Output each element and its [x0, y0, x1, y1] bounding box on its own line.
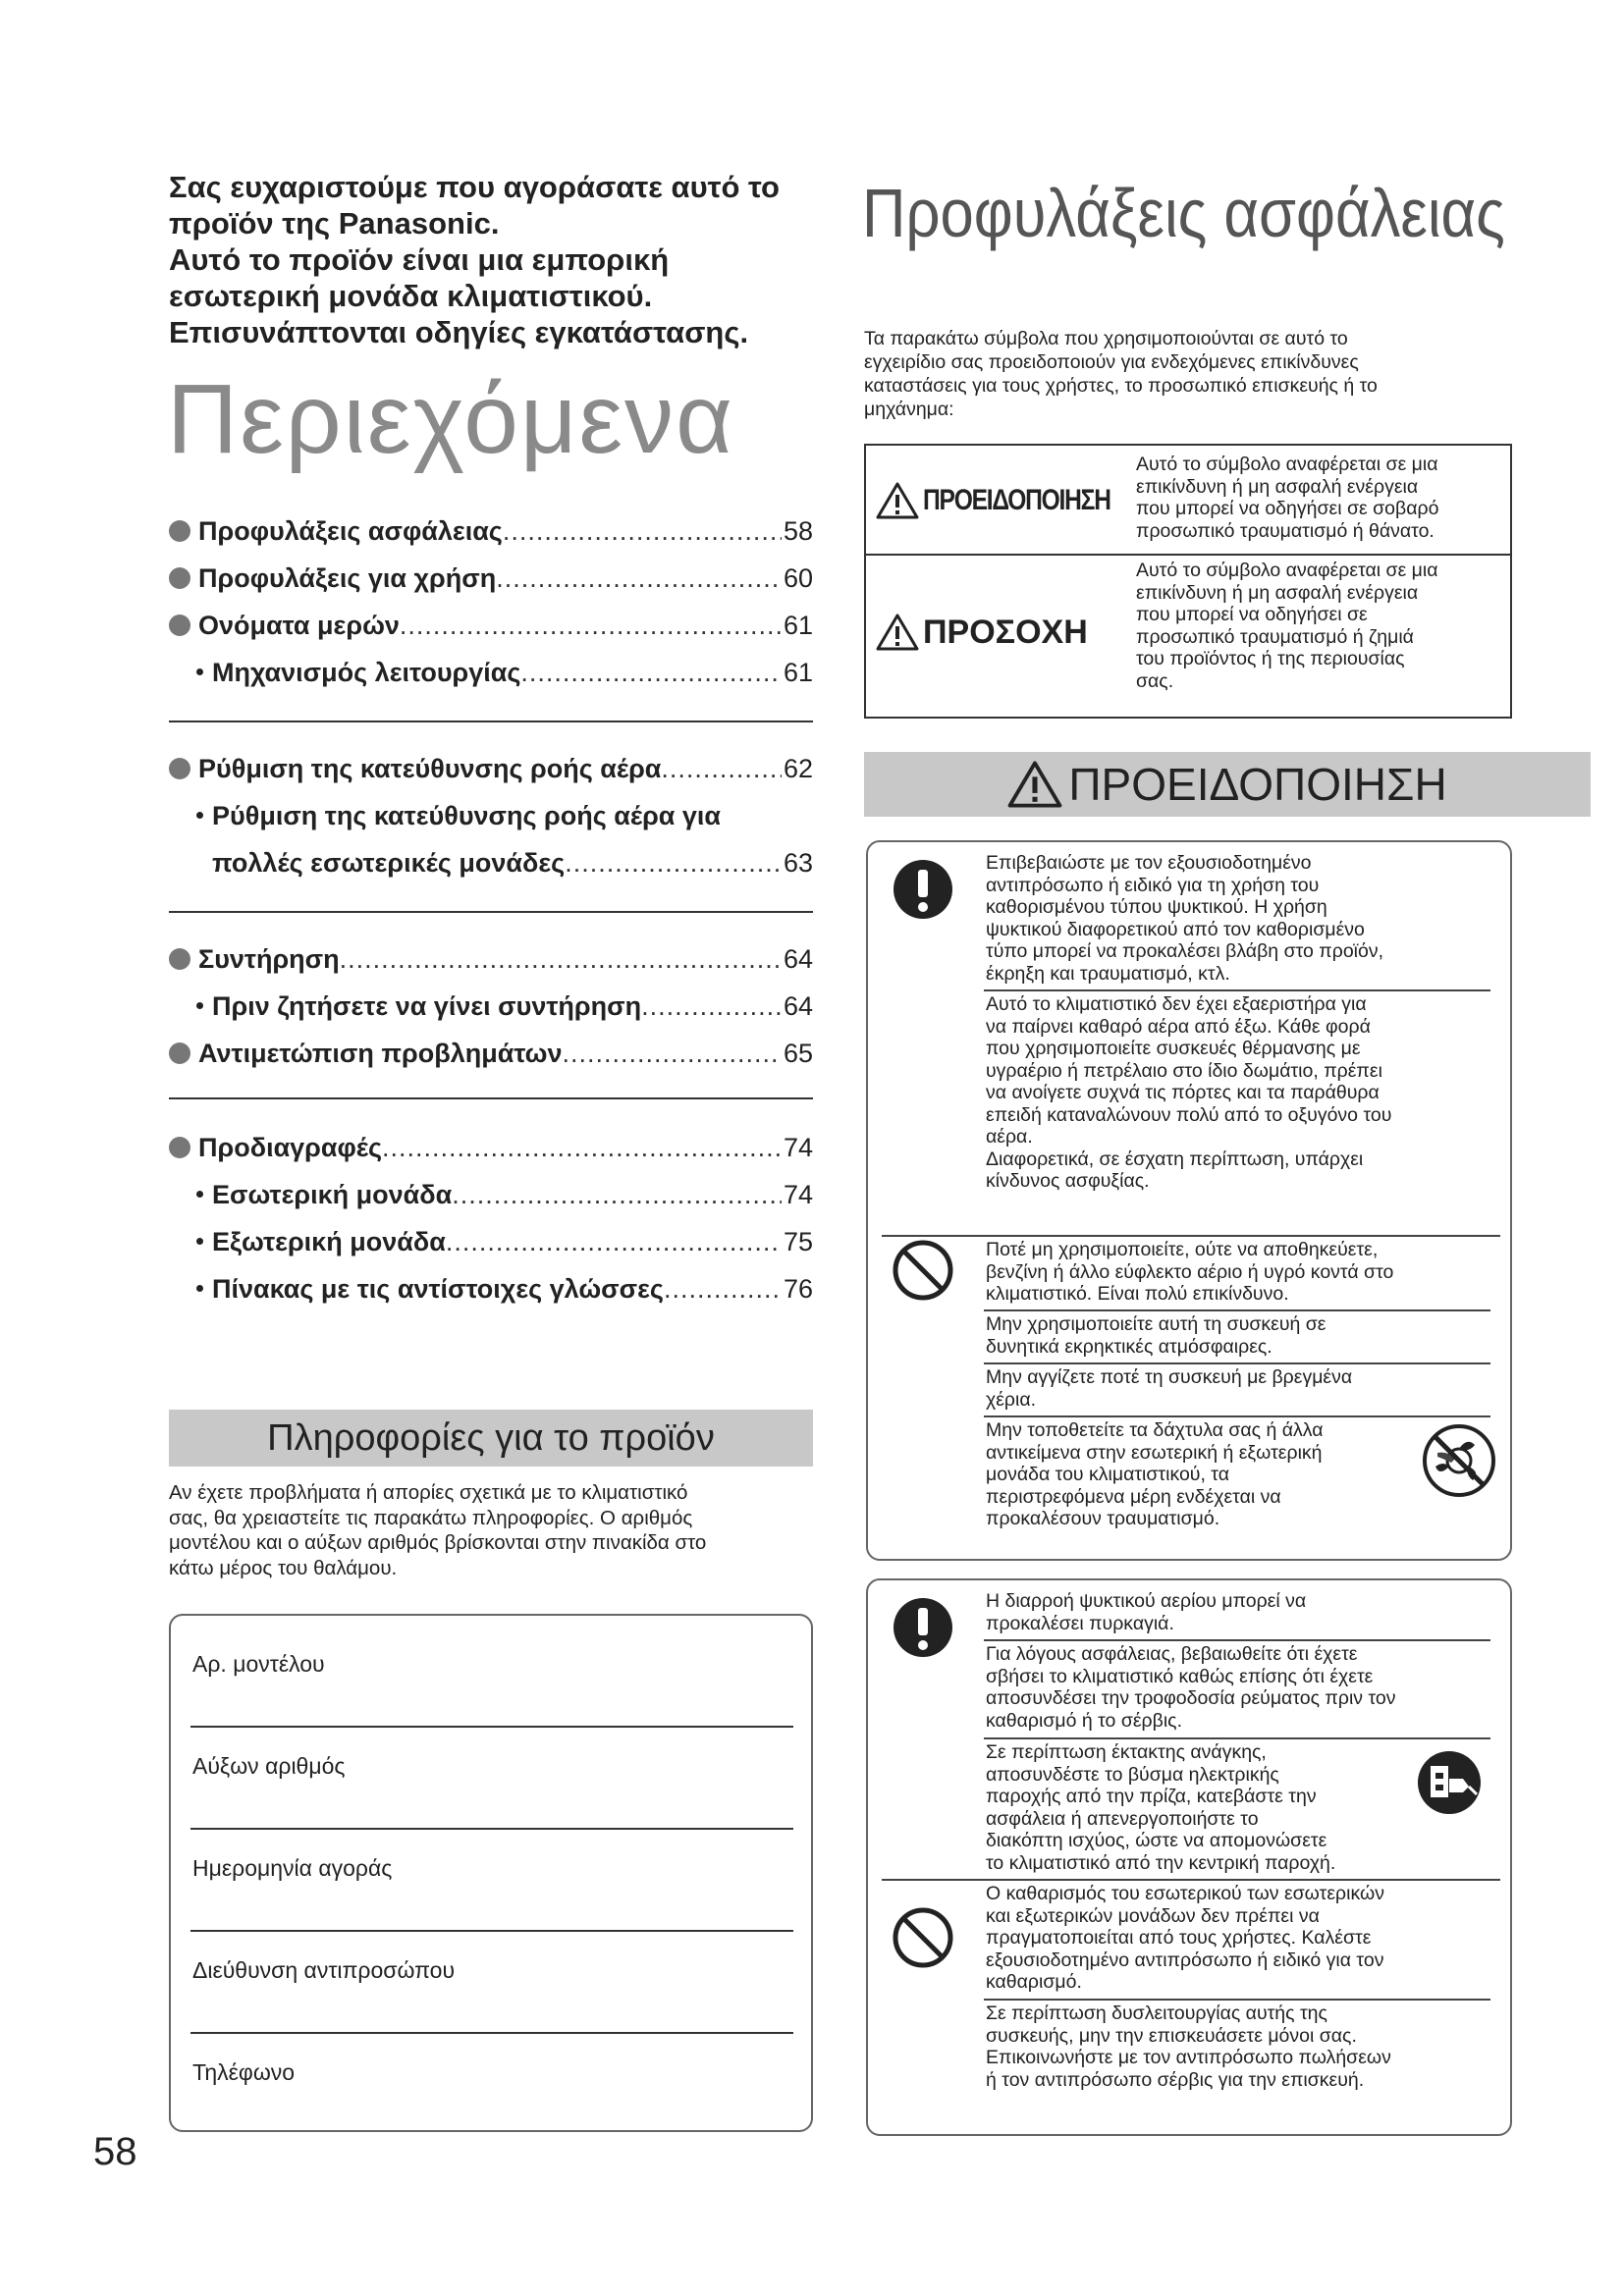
bullet-icon: [169, 1137, 190, 1158]
warning-text-ventilation: Αυτό το κλιματιστικό δεν έχει εξαεριστήρα για να παίρνει καθαρό αέρα από έξω. Κάθε φορά που χρησιμοποιείτε συσκευές θέρμανσης με υγραέριο ή πετρέλαιο στο ίδιο δωμάτιο, πρέπει να ανοίγετε συχνά τις πόρτες και τα παράθυρα επειδή καταναλώνουν πολύ από το οξυγόνο του αέρα. Διαφορετικά, σε έσχατη περίπτωση, υπάρχει κίνδυνος ασφυξίας.: [986, 993, 1392, 1192]
toc-item-airflow-multi[interactable]: [169, 801, 813, 840]
intro-text: [169, 169, 817, 350]
toc-page: 61: [783, 658, 813, 687]
text-line: μοντέλου και ο αύξων αριθμός βρίσκονται στην πινακίδα στο: [169, 1531, 707, 1554]
safety-title: Προφυλάξεις ασφάλειας: [862, 175, 1505, 251]
warning-text-power-off: Για λόγους ασφάλειας, βεβαιωθείτε ότι έχετε σβήσει το κλιματιστικό καθώς επίσης ότι έχετε αποσυνδέσει την τροφοδοσία ρεύματος πριν τον καθαρισμό ή το σέρβις.: [986, 1643, 1396, 1732]
caution-description: Αυτό το σύμβολο αναφέρεται σε μια επικίνδυνη ή μη ασφαλή ενέργεια που μπορεί να οδηγήσει σε προσωπικό τραυματισμό ή ζημιά του προϊόντος ή της περιουσίας σας.: [1136, 560, 1438, 692]
mandatory-exclamation-icon: [892, 858, 954, 921]
toc-label: Μηχανισμός λειτουργίας: [212, 658, 521, 687]
warning-banner-title: ΠΡΟΕΙΔΟΠΟΙΗΣΗ: [1068, 759, 1447, 810]
toc-page: 74: [783, 1133, 813, 1162]
warning-text-flammable: Ποτέ μη χρησιμοποιείτε, ούτε να αποθηκεύετε, βενζίνη ή άλλο εύφλεκτο αέριο ή υγρό κοντά στο κλιματιστικό. Είναι πολύ επικίνδυνο.: [986, 1239, 1394, 1305]
bullet-icon: [169, 567, 190, 589]
purchase-date-line[interactable]: [190, 1930, 793, 1932]
text-line: κάτω μέρος του θαλάμου.: [169, 1556, 398, 1579]
toc-item-safety[interactable]: [169, 516, 813, 556]
toc-page: 58: [783, 516, 813, 546]
prohibited-icon: [892, 1239, 954, 1302]
serial-number-line[interactable]: [190, 1828, 793, 1830]
warning-banner: [864, 752, 1591, 817]
product-info-text: [169, 1480, 813, 1580]
sub-bullet-icon: [196, 1191, 203, 1198]
warning-triangle-icon: [876, 481, 919, 520]
caution-label: ΠΡΟΣΟΧΗ: [876, 613, 1088, 652]
toc-item-before-service[interactable]: [169, 991, 813, 1031]
caution-triangle-icon: [876, 613, 919, 652]
divider: [882, 1235, 1500, 1237]
divider: [984, 1639, 1490, 1641]
toc-leader: [496, 563, 782, 594]
toc-leader: [400, 611, 782, 641]
text-line: Αν έχετε προβλήματα ή απορίες σχετικά με το κλιματιστικό: [169, 1481, 688, 1504]
toc-label: Προφυλάξεις ασφάλειας: [198, 516, 503, 546]
toc-item-maintenance[interactable]: [169, 944, 813, 984]
symbol-row-caution: [866, 556, 1510, 717]
warning-text-fingers: Μην τοποθετείτε τα δάχτυλα σας ή άλλα αντικείμενα στην εσωτερική ή εξωτερική μονάδα του κλιματιστικού, τα περιστρεφόμενα μέρη ενδέχεται να προκαλέσουν τραυματισμό.: [986, 1419, 1324, 1529]
divider: [984, 1737, 1490, 1739]
symbols-intro: [864, 327, 1512, 421]
toc-label: Ονόματα μερών: [198, 611, 400, 640]
dealer-address-label: Διεύθυνση αντιπροσώπου: [192, 1957, 456, 1983]
text-line: καταστάσεις για τους χρήστες, το προσωπικό επισκευής ή το: [864, 375, 1378, 397]
page-number: 58: [93, 2130, 137, 2173]
toc-label: Αντιμετώπιση προβλημάτων: [198, 1039, 563, 1068]
toc-label: Προδιαγραφές: [198, 1133, 383, 1162]
bullet-icon: [169, 758, 190, 779]
warning-box-2: [866, 1578, 1512, 2136]
toc-leader: [565, 848, 782, 879]
toc-leader: [446, 1227, 782, 1257]
toc-label: Συντήρηση: [198, 944, 340, 974]
toc-item-indoor-unit[interactable]: [169, 1180, 813, 1219]
toc-divider: [169, 1097, 813, 1099]
intro-line: Σας ευχαριστούμε που αγοράσατε αυτό το: [169, 170, 780, 204]
product-info-title: Πληροφορίες για το προϊόν: [169, 1410, 813, 1467]
warning-text-refrigerant: Επιβεβαιώστε με τον εξουσιοδοτημένο αντιπρόσωπο ή ειδικό για τη χρήση του καθορισμένου τύπου ψυκτικού. Η χρήση ψυκτικού διαφορετικού από τον καθορισμένο τύπο μπορεί να προκαλέσει βλάβη στο προϊόν, έκρηξη και τραυματισμό, κτλ.: [986, 852, 1384, 985]
toc-page: 75: [783, 1227, 813, 1256]
mandatory-exclamation-icon: [892, 1596, 954, 1659]
toc-item-troubleshooting[interactable]: [169, 1039, 813, 1078]
serial-number-label: Αύξων αριθμός: [192, 1753, 346, 1779]
toc-item-use[interactable]: [169, 563, 813, 603]
toc-page: 60: [783, 563, 813, 593]
divider: [882, 1879, 1500, 1881]
divider: [984, 1999, 1490, 2001]
toc-page: 64: [783, 944, 813, 974]
toc-label: Εξωτερική μονάδα: [212, 1227, 446, 1256]
sub-bullet-icon: [196, 668, 203, 675]
toc-label: Εσωτερική μονάδα: [212, 1180, 453, 1209]
toc-page: 76: [783, 1274, 813, 1304]
toc-leader: [520, 658, 782, 688]
toc-leader: [340, 944, 782, 975]
toc-page: 61: [783, 611, 813, 640]
toc-leader: [503, 516, 782, 547]
toc-divider: [169, 911, 813, 913]
sub-bullet-icon: [196, 812, 203, 819]
telephone-label: Τηλέφωνο: [192, 2059, 296, 2085]
toc-item-operation[interactable]: [169, 658, 813, 697]
warning-text-emergency: Σε περίπτωση έκτακτης ανάγκης, αποσυνδέστε το βύσμα ηλεκτρικής παροχής από την πρίζα, κατεβάστε την ασφάλεια ή απενεργοποιήστε το διακόπτη ισχύος, ώστε να απομονώσετε το κλιματιστικό από την κεντρική παροχή.: [986, 1741, 1336, 1874]
warning-text-repair: Σε περίπτωση δυσλειτουργίας αυτής της συσκευής, μην την επισκευάσετε μόνοι σας. Επικοινωνήστε με τον αντιπρόσωπο πωλήσεων ή τον αντιπρόσωπο σέρβις για την επισκευή.: [986, 2002, 1391, 2091]
sub-bullet-icon: [196, 1238, 203, 1245]
toc-label: Πίνακας με τις αντίστοιχες γλώσσες: [212, 1274, 664, 1304]
warning-text-wet-hands: Μην αγγίζετε ποτέ τη συσκευή με βρεγμένα χέρια.: [986, 1366, 1353, 1411]
warning-label: ΠΡΟΕΙΔΟΠΟΙΗΣΗ: [876, 481, 1152, 520]
toc-page: 62: [783, 754, 813, 783]
toc-page: 74: [783, 1180, 813, 1209]
toc-page: 65: [783, 1039, 813, 1068]
toc-leader: [664, 1274, 782, 1305]
toc-label: Προφυλάξεις για χρήση: [198, 563, 497, 593]
sub-bullet-icon: [196, 1002, 203, 1009]
toc-leader: [661, 754, 782, 784]
toc-page: 64: [783, 991, 813, 1021]
intro-line: Επισυνάπτονται οδηγίες εγκατάστασης.: [169, 315, 749, 349]
toc-label: Ρύθμιση της κατεύθυνσης ροής αέρα για: [212, 801, 721, 830]
toc-leader: [563, 1039, 782, 1069]
intro-line: εσωτερική μονάδα κλιματιστικού.: [169, 279, 653, 313]
model-number-label: Αρ. μοντέλου: [192, 1651, 325, 1677]
warning-text-gas-leak: Η διαρροή ψυκτικού αερίου μπορεί να προκαλέσει πυρκαγιά.: [986, 1590, 1307, 1634]
purchase-date-label: Ημερομηνία αγοράς: [192, 1855, 393, 1881]
bullet-icon: [169, 948, 190, 970]
warning-text-explosive: Μην χρησιμοποιείτε αυτή τη συσκευή σε δυνητικά εκρηκτικές ατμόσφαιρες.: [986, 1313, 1326, 1358]
bullet-icon: [169, 614, 190, 636]
toc-label: Ρύθμιση της κατεύθυνσης ροής αέρα: [198, 754, 662, 783]
toc-divider: [169, 721, 813, 722]
sub-bullet-icon: [196, 1285, 203, 1292]
bullet-icon: [169, 1042, 190, 1064]
toc-leader: [382, 1133, 782, 1163]
symbol-legend-table: [864, 444, 1512, 719]
text-line: μηχάνημα:: [864, 399, 954, 420]
product-info-form: [169, 1614, 813, 2132]
toc-item-airflow-multi-cont[interactable]: [169, 848, 813, 887]
text-line: Τα παρακάτω σύμβολα που χρησιμοποιούνται σε αυτό το: [864, 328, 1348, 349]
dealer-address-line[interactable]: [190, 2032, 793, 2034]
divider: [984, 1309, 1490, 1311]
toc-leader: [452, 1180, 782, 1210]
warning-description: Αυτό το σύμβολο αναφέρεται σε μια επικίνδυνη ή μη ασφαλή ενέργεια που μπορεί να οδηγήσει σε σοβαρό προσωπικό τραυματισμό ή θάνατο.: [1136, 454, 1439, 542]
contents-title: Περιεχόμενα: [167, 364, 734, 474]
toc-page: 63: [783, 848, 813, 878]
text-line: εγχειρίδιο σας προειδοποιούν για ενδεχόμενες επικίνδυνες: [864, 351, 1359, 373]
toc-item-airflow[interactable]: [169, 754, 813, 793]
bullet-icon: [169, 520, 190, 542]
toc-leader: [641, 991, 782, 1022]
warning-text-cleaning: Ο καθαρισμός του εσωτερικού των εσωτερικών και εξωτερικών μονάδων δεν πρέπει να πραγματοποιείται από τους χρήστες. Καλέστε εξουσιοδοτημένο αντιπρόσωπο ή ειδικό για τον καθαρισμό.: [986, 1883, 1384, 1993]
text-line: σας, θα χρειαστείτε τις παρακάτω πληροφορίες. Ο αριθμός: [169, 1506, 693, 1529]
divider: [984, 989, 1490, 991]
intro-line: Αυτό το προϊόν είναι μια εμπορική: [169, 242, 670, 277]
toc-label: πολλές εσωτερικές μονάδες: [212, 848, 566, 878]
toc-label: Πριν ζητήσετε να γίνει συντήρηση: [212, 991, 642, 1021]
warning-triangle-icon: [1007, 759, 1062, 810]
symbol-row-warning: [866, 446, 1510, 556]
intro-line: προϊόν της Panasonic.: [169, 206, 500, 240]
divider: [984, 1362, 1490, 1364]
prohibited-icon: [892, 1906, 954, 1969]
model-number-line[interactable]: [190, 1726, 793, 1728]
toc-item-part-names[interactable]: [169, 611, 813, 650]
toc-item-outdoor-unit[interactable]: [169, 1227, 813, 1266]
toc-item-languages[interactable]: [169, 1274, 813, 1313]
divider: [984, 1415, 1490, 1417]
warning-box-1: [866, 840, 1512, 1561]
toc-item-specifications[interactable]: [169, 1133, 813, 1172]
